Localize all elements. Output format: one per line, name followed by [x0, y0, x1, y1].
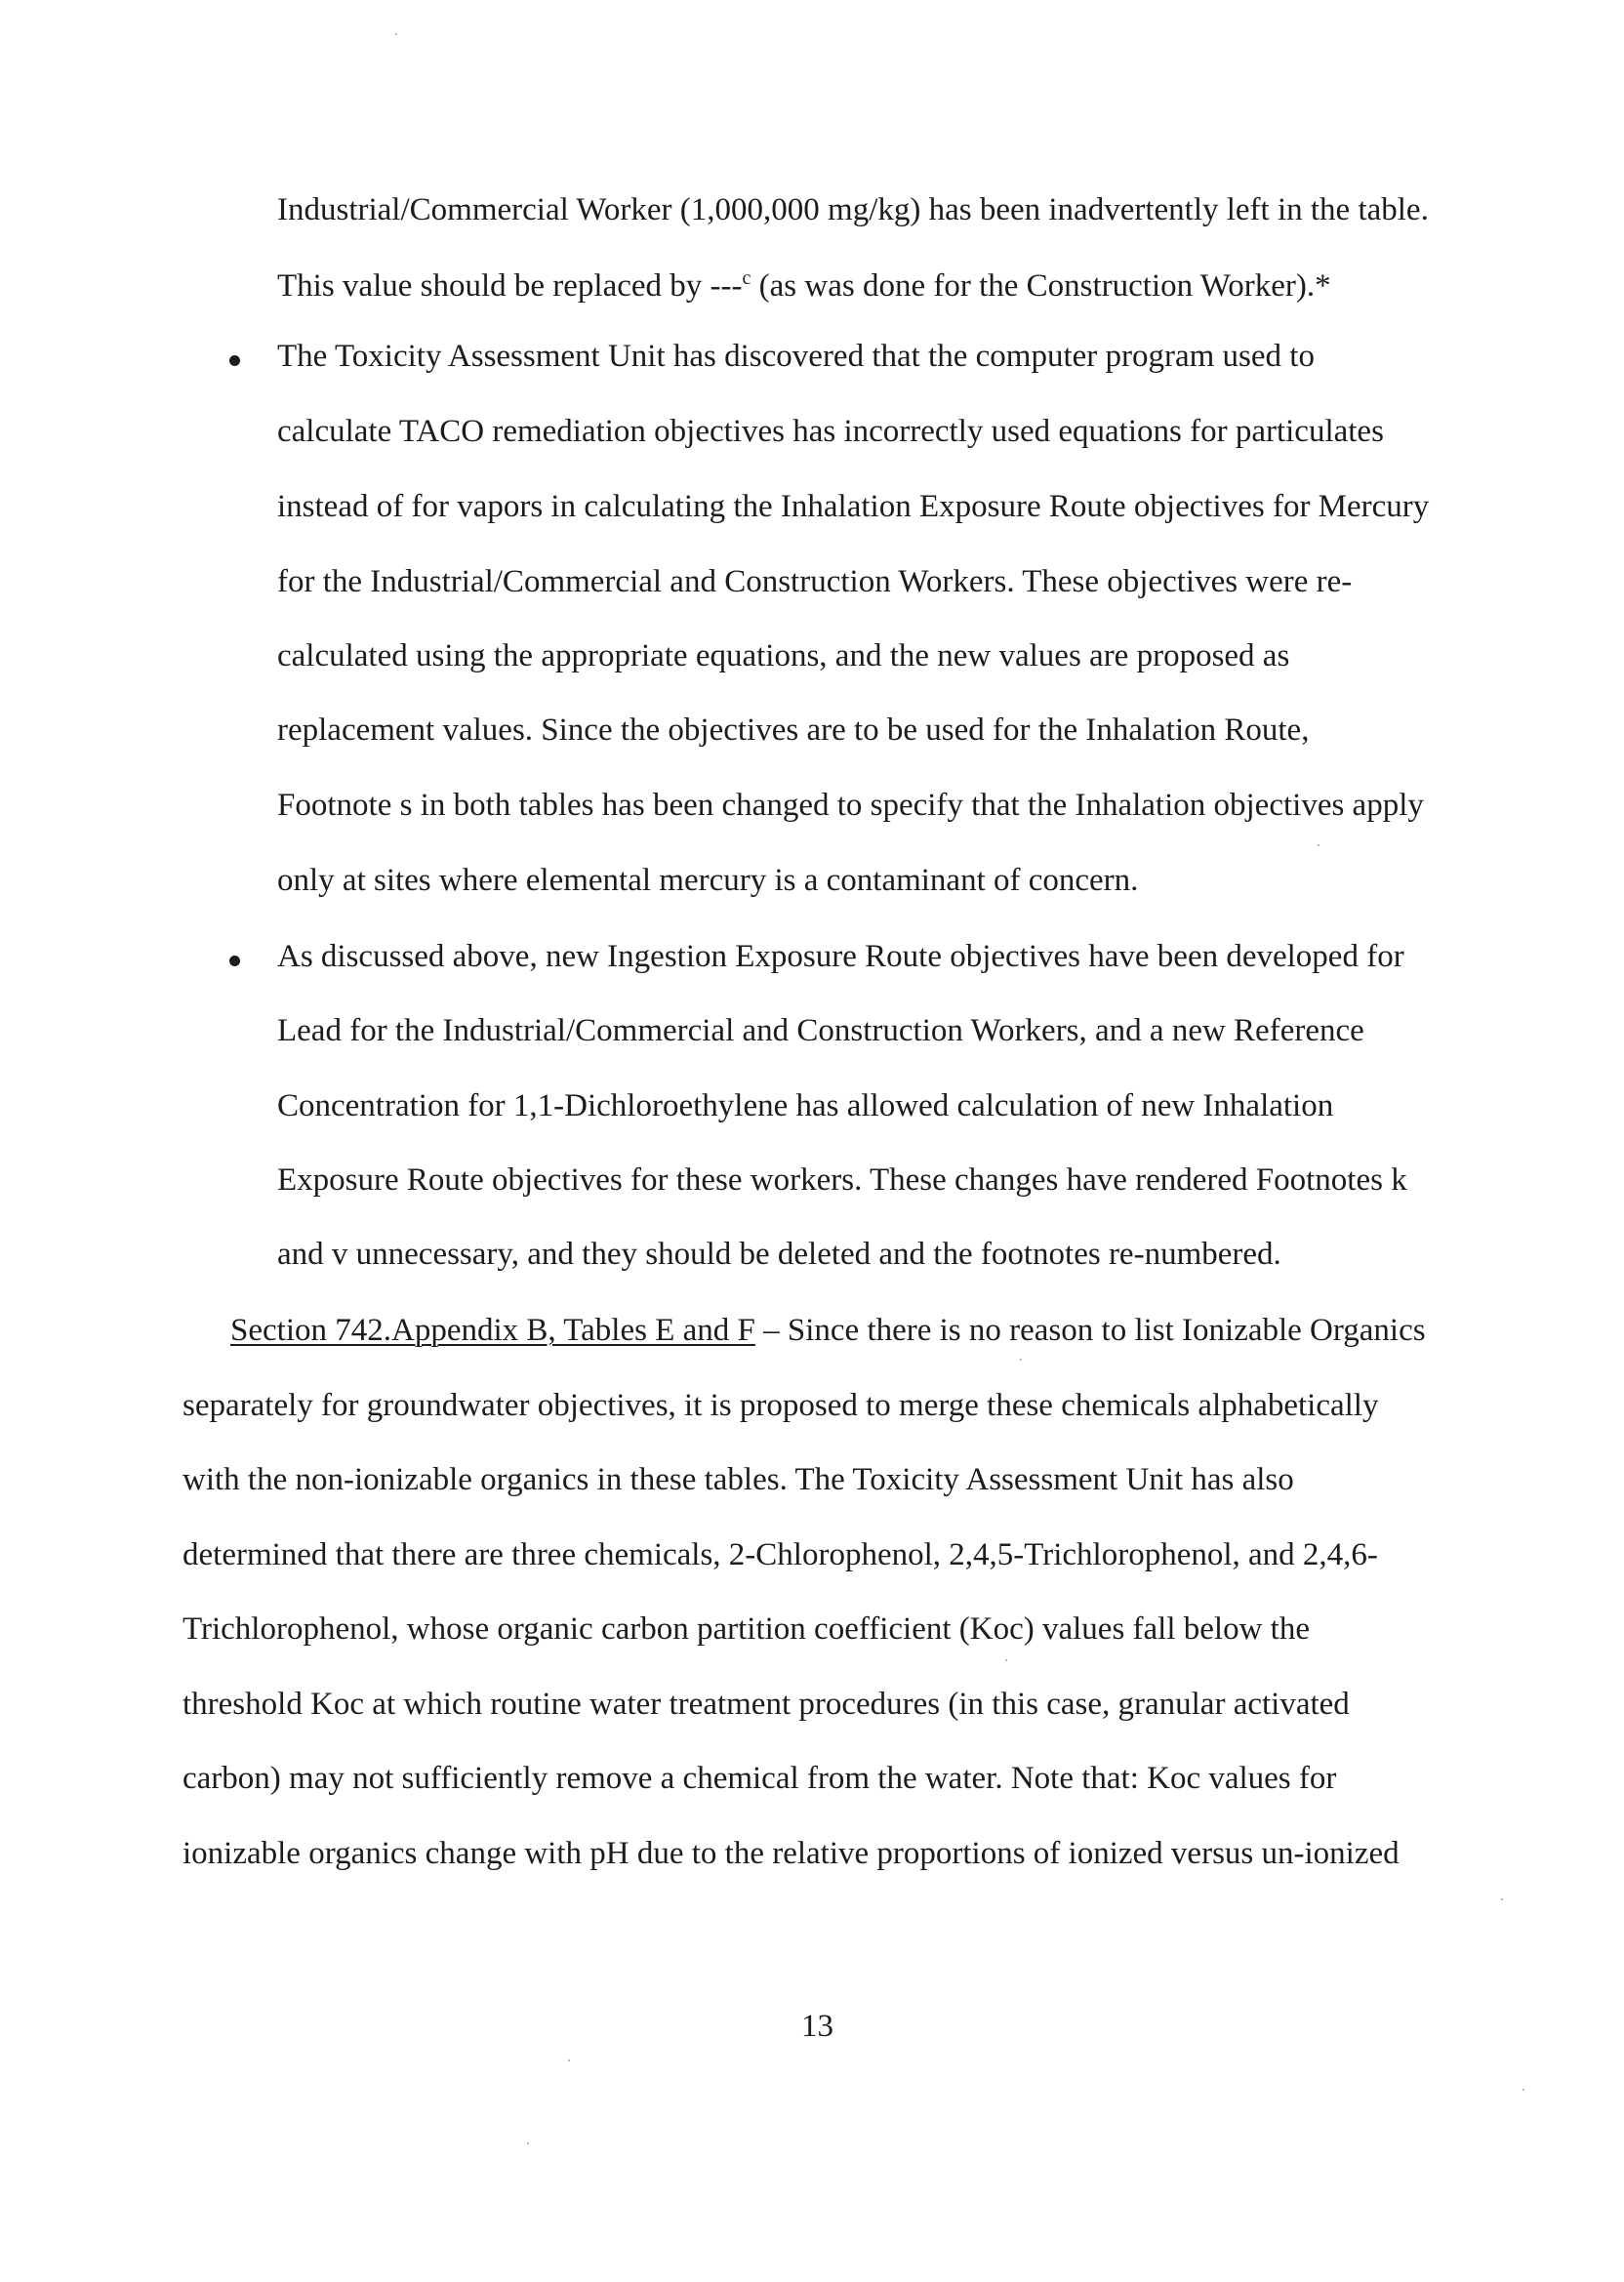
scan-speck: [568, 2059, 570, 2061]
bullet-1-line-6: replacement values. Since the objectives are to be used for the Inhalation Route,: [277, 713, 1310, 748]
bullet-1-line-3: instead of for vapors in calculating the Inhalation Exposure Route objectives for Mercury: [277, 489, 1430, 524]
section-line-8: ionizable organics change with pH due to the relative proportions of ionized versus un-ionized: [183, 1836, 1400, 1871]
paragraph-top-line-2: [277, 259, 1331, 306]
footnote-marker-c: c: [742, 267, 751, 289]
paragraph-top-line-1: Industrial/Commercial Worker (1,000,000 mg/kg) has been inadvertently left in the table.: [277, 192, 1429, 227]
bullet-1-line-8: only at sites where elemental mercury is a contaminant of concern.: [277, 863, 1139, 898]
bullet-1-line-2: calculate TACO remediation objectives has incorrectly used equations for particulates: [277, 414, 1384, 449]
bullet-1-line-4: for the Industrial/Commercial and Construction Workers. These objectives were re-: [277, 564, 1353, 599]
paragraph-top-line-2-end: (as was done for the Construction Worker).*: [758, 268, 1331, 304]
bullet-dot-1: [229, 355, 240, 366]
bullet-2-line-3: Concentration for 1,1-Dichloroethylene has allowed calculation of new Inhalation: [277, 1088, 1334, 1123]
section-line-6: threshold Koc at which routine water treatment procedures (in this case, granular activated: [183, 1687, 1350, 1722]
bullet-1-line-7: Footnote s in both tables has been changed to specify that the Inhalation objectives apply: [277, 788, 1424, 823]
section-heading-line: [230, 1311, 1426, 1350]
scan-speck: [395, 33, 397, 35]
bullet-2-line-4: Exposure Route objectives for these workers. These changes have rendered Footnotes k: [277, 1162, 1407, 1198]
scan-speck: [1020, 1359, 1022, 1361]
page-number: 13: [801, 2009, 833, 2044]
scan-speck: [1522, 2089, 1524, 2091]
scan-speck: [1318, 844, 1320, 846]
section-line-3: with the non-ionizable organics in these tables. The Toxicity Assessment Unit has also: [183, 1462, 1294, 1497]
bullet-dot-2: [229, 956, 240, 966]
scan-speck: [1005, 1659, 1007, 1661]
bullet-1-line-1: The Toxicity Assessment Unit has discovered that the computer program used to: [277, 339, 1315, 374]
section-line-5: Trichlorophenol, whose organic carbon partition coefficient (Koc) values fall below the: [183, 1611, 1310, 1647]
scan-speck: [1501, 1898, 1503, 1900]
section-heading: Section 742.Appendix B, Tables E and F: [230, 1313, 755, 1348]
section-line-4: determined that there are three chemicals, 2-Chlorophenol, 2,4,5-Trichlorophenol, and 2,4,6-: [183, 1537, 1378, 1572]
section-line-2: separately for groundwater objectives, it is proposed to merge these chemicals alphabetically: [183, 1388, 1379, 1423]
bullet-2-line-1: As discussed above, new Ingestion Exposure Route objectives have been developed for: [277, 939, 1404, 974]
section-heading-tail: – Since there is no reason to list Ionizable Organics: [754, 1313, 1426, 1348]
section-line-7: carbon) may not sufficiently remove a chemical from the water. Note that: Koc values for: [183, 1761, 1337, 1796]
paragraph-top-line-2-start: This value should be replaced by ---: [277, 268, 743, 304]
bullet-2-line-5: and v unnecessary, and they should be deleted and the footnotes re-numbered.: [277, 1237, 1281, 1272]
bullet-1-line-5: calculated using the appropriate equations, and the new values are proposed as: [277, 638, 1290, 673]
scan-speck: [527, 2142, 529, 2144]
bullet-2-line-2: Lead for the Industrial/Commercial and Construction Workers, and a new Reference: [277, 1013, 1364, 1048]
